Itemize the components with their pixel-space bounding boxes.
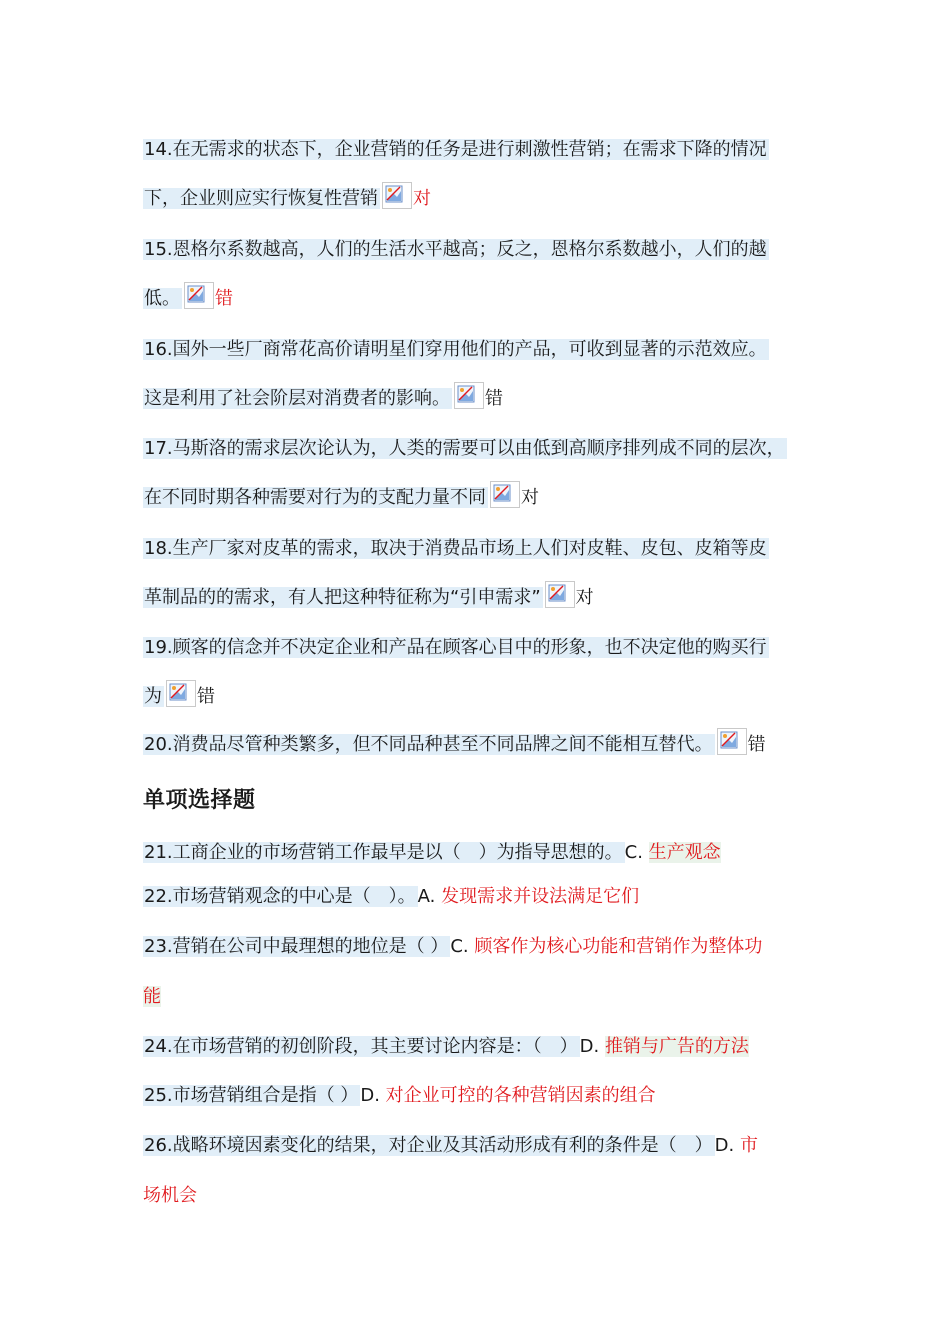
answer-letter: D. — [579, 1036, 605, 1057]
answer-mark: 对 — [413, 188, 431, 209]
broken-image-icon — [382, 182, 412, 209]
question-text-line: 为 — [144, 686, 162, 707]
question-text-line: 18.生产厂家对皮革的需求，取决于消费品市场上人们对皮鞋、皮包、皮箱等皮 — [144, 538, 767, 559]
answer-mark: 对 — [521, 487, 539, 508]
answer-mark: 错 — [485, 388, 503, 409]
broken-image-icon — [717, 728, 747, 755]
question-text-line: 15.恩格尔系数越高，人们的生活水平越高；反之，恩格尔系数越小，人们的越 — [144, 239, 767, 260]
question-text: 25.市场营销组合是指（ ） — [144, 1085, 359, 1106]
question-text-line: 这是利用了社会阶层对消费者的影响。 — [144, 388, 450, 409]
question-text-line: 革制品的的需求，有人把这种特征称为“引申需求” — [144, 587, 541, 608]
answer-text-cont: 场机会 — [143, 1185, 197, 1206]
answer-text: 生产观念 — [648, 842, 721, 863]
question-text: 26.战略环境因素变化的结果，对企业及其活动形成有利的条件是（ ） — [144, 1135, 713, 1156]
question-text: 24.在市场营销的初创阶段，其主要讨论内容是：（ ） — [144, 1036, 578, 1057]
broken-image-icon — [490, 481, 520, 508]
question-text-line: 低。 — [144, 288, 180, 309]
answer-text: 顾客作为核心功能和营销作为整体功 — [474, 936, 763, 957]
answer-letter: A. — [417, 886, 442, 907]
answer-mark: 错 — [215, 288, 233, 309]
answer-text: 市 — [739, 1135, 758, 1156]
answer-mark: 错 — [747, 734, 766, 755]
question-text-line: 在不同时期各种需要对行为的支配力量不同 — [144, 487, 486, 508]
question-text-line: 20.消费品尽管种类繁多，但不同品种甚至不同品牌之间不能相互替代。 — [144, 734, 713, 755]
answer-text: 对企业可控的各种营销因素的组合 — [385, 1085, 656, 1106]
answer-letter: D. — [360, 1085, 386, 1106]
answer-letter: D. — [714, 1135, 740, 1156]
broken-image-icon — [545, 581, 575, 608]
answer-letter: C. — [624, 842, 649, 863]
answer-text-cont: 能 — [143, 986, 161, 1007]
broken-image-icon — [184, 282, 214, 309]
broken-image-icon — [454, 382, 484, 409]
answer-mark: 对 — [575, 587, 594, 608]
question-text-line: 16.国外一些厂商常花高价请明星们穿用他们的产品，可收到显著的示范效应。 — [144, 339, 767, 360]
broken-image-icon — [166, 680, 196, 707]
answer-letter: C. — [450, 936, 475, 957]
answer-mark: 错 — [197, 686, 215, 707]
answer-text: 发现需求并设法满足它们 — [441, 886, 640, 907]
section-heading: 单项选择题 — [143, 788, 256, 813]
question-text: 22.市场营销观念的中心是（ ）。 — [144, 886, 416, 907]
question-text: 21.工商企业的市场营销工作最早是以（ ）为指导思想的。 — [144, 842, 623, 863]
question-text-line: 下，企业则应实行恢复性营销 — [144, 188, 378, 209]
question-text-line: 19.顾客的信念并不决定企业和产品在顾客心目中的形象，也不决定他的购买行 — [144, 637, 767, 658]
question-text: 23.营销在公司中最理想的地位是（ ） — [144, 936, 449, 957]
answer-text: 推销与广告的方法 — [604, 1036, 749, 1057]
question-text-line: 14.在无需求的状态下，企业营销的任务是进行刺激性营销；在需求下降的情况 — [144, 139, 767, 160]
question-text-line: 17.马斯洛的需求层次论认为，人类的需要可以由低到高顺序排列成不同的层次， — [144, 438, 785, 459]
